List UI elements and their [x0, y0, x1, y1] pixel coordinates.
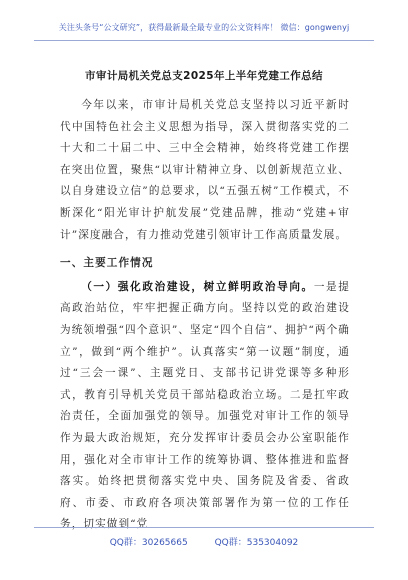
footer-qq-group-2: QQ群：535304092	[214, 538, 299, 548]
footer-qq-group-1: QQ群：30265665	[109, 538, 188, 548]
document-body	[60, 95, 350, 536]
subsection-paragraph	[60, 277, 350, 536]
intro-paragraph: 今年以来，市审计局机关党总支坚持以习近平新时代中国特色社会主义思想为指导，深入贯彻落实党的二十大和二十届二中、三中全会精神，始终将党建工作摆在突出位置，聚焦“以审计精神立身、以创新规范立业、以自身建设立信”的总要求，以“五强五树”工作模式，不断深化“阳光审计护航发展”党建品牌，推动“党建+审计”深度融合，有力推动党建引领审计工作高质量发展。	[60, 99, 350, 241]
footer-divider	[34, 527, 374, 528]
header-divider	[34, 40, 374, 41]
section-heading: 一、主要工作情况	[60, 257, 154, 270]
subsection-body: 一是提高政治站位，牢牢把握正确方向。坚持以党的政治建设为统领增强“四个意识”、坚定“四个自信”、拥护“两个确立”，做到“两个维护”。认真落实“第一议题”制度，通过“三会一课”、主题党日、支部书记讲党课等多种形式，教育引导机关党员干部站稳政治立场。二是扛牢政治责任，全面加强党的领导。加强党对审计工作的领导作为最大政治规矩，充分发挥审计委员会办公室职能作用，强化对全市审计工作的统筹协调、整体推进和监督落实。始终把贯彻落实党中央、国务院及省委、省政府、市委、市政府各项决策部署作为第一位的工作任务，切实做到“党	[60, 280, 350, 531]
footer	[0, 535, 408, 548]
document-title: 市审计局机关党总支2025年上半年党建工作总结	[85, 70, 323, 82]
subsection-lead: （一）强化政治建设，树立鲜明政治导向。	[81, 280, 314, 293]
header-notice: 关注头条号“公文研究”，获得最新最全最专业的公文资料库！ 微信：gongwenyj	[58, 23, 350, 32]
